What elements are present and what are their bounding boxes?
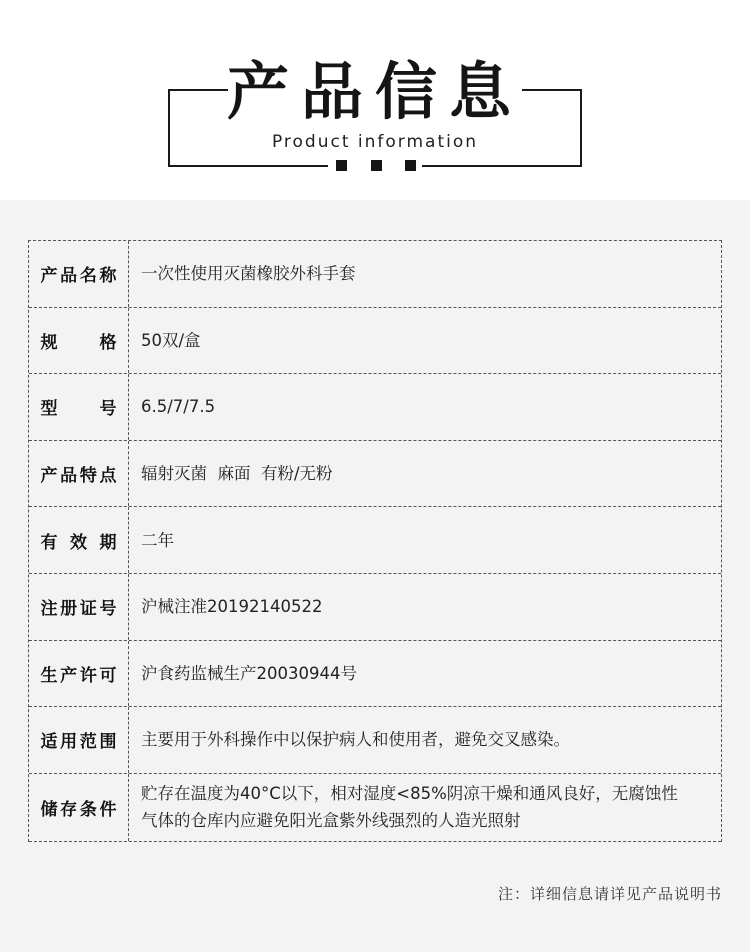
table-row (29, 507, 721, 574)
row-label (29, 374, 129, 440)
row-value: 贮存在温度为40°C以下，相对湿度<85%阴凉干燥和通风良好，无腐蚀性气体的仓库内应避免阳光盒紫外线强烈的人造光照射 (141, 784, 678, 831)
row-label (29, 774, 129, 841)
row-label-text: 型号 (40, 399, 117, 420)
row-label-text: 规格 (40, 332, 117, 353)
row-label (29, 507, 129, 573)
row-label-text: 储存条件 (40, 799, 117, 820)
dot-icon (371, 160, 382, 171)
row-label-text: 产品特点 (40, 466, 117, 487)
row-value: 50双/盒 (141, 330, 201, 350)
page-subtitle: Product information (271, 132, 479, 152)
row-label-text: 产品名称 (40, 266, 117, 287)
title-frame-bottom-left (168, 165, 328, 167)
row-label-text: 生产许可 (40, 665, 117, 686)
info-section (0, 200, 750, 952)
dot-icon (336, 160, 347, 171)
title-frame-bottom-right (422, 165, 582, 167)
row-label (29, 441, 129, 507)
table-row (29, 241, 721, 308)
row-label (29, 241, 129, 307)
table-row (29, 707, 721, 774)
row-label (29, 707, 129, 773)
row-value: 沪械注准20192140522 (141, 597, 323, 617)
row-value: 一次性使用灭菌橡胶外科手套 (141, 264, 356, 284)
row-label-text: 注册证号 (40, 599, 117, 620)
info-table (28, 240, 722, 842)
table-row (29, 774, 721, 842)
row-value: 二年 (141, 530, 174, 550)
row-value: 主要用于外科操作中以保护病人和使用者，避免交叉感染。 (141, 730, 570, 750)
row-value: 6.5/7/7.5 (141, 397, 216, 417)
row-label (29, 641, 129, 707)
row-label-text: 适用范围 (40, 732, 117, 753)
dot-icon (405, 160, 416, 171)
row-value: 沪食药监械生产20030944号 (141, 663, 357, 683)
page-title: 产品信息 (226, 55, 523, 128)
row-label-text: 有效期 (40, 532, 117, 553)
row-label (29, 574, 129, 640)
table-row (29, 441, 721, 508)
decorative-dots (336, 160, 416, 172)
header-section (0, 0, 750, 200)
table-row (29, 308, 721, 375)
row-label (29, 308, 129, 374)
table-row (29, 574, 721, 641)
table-row (29, 374, 721, 441)
row-value: 辐射灭菌 麻面 有粉/无粉 (141, 464, 333, 484)
table-row (29, 641, 721, 708)
footnote: 注：详细信息请详见产品说明书 (497, 885, 722, 903)
